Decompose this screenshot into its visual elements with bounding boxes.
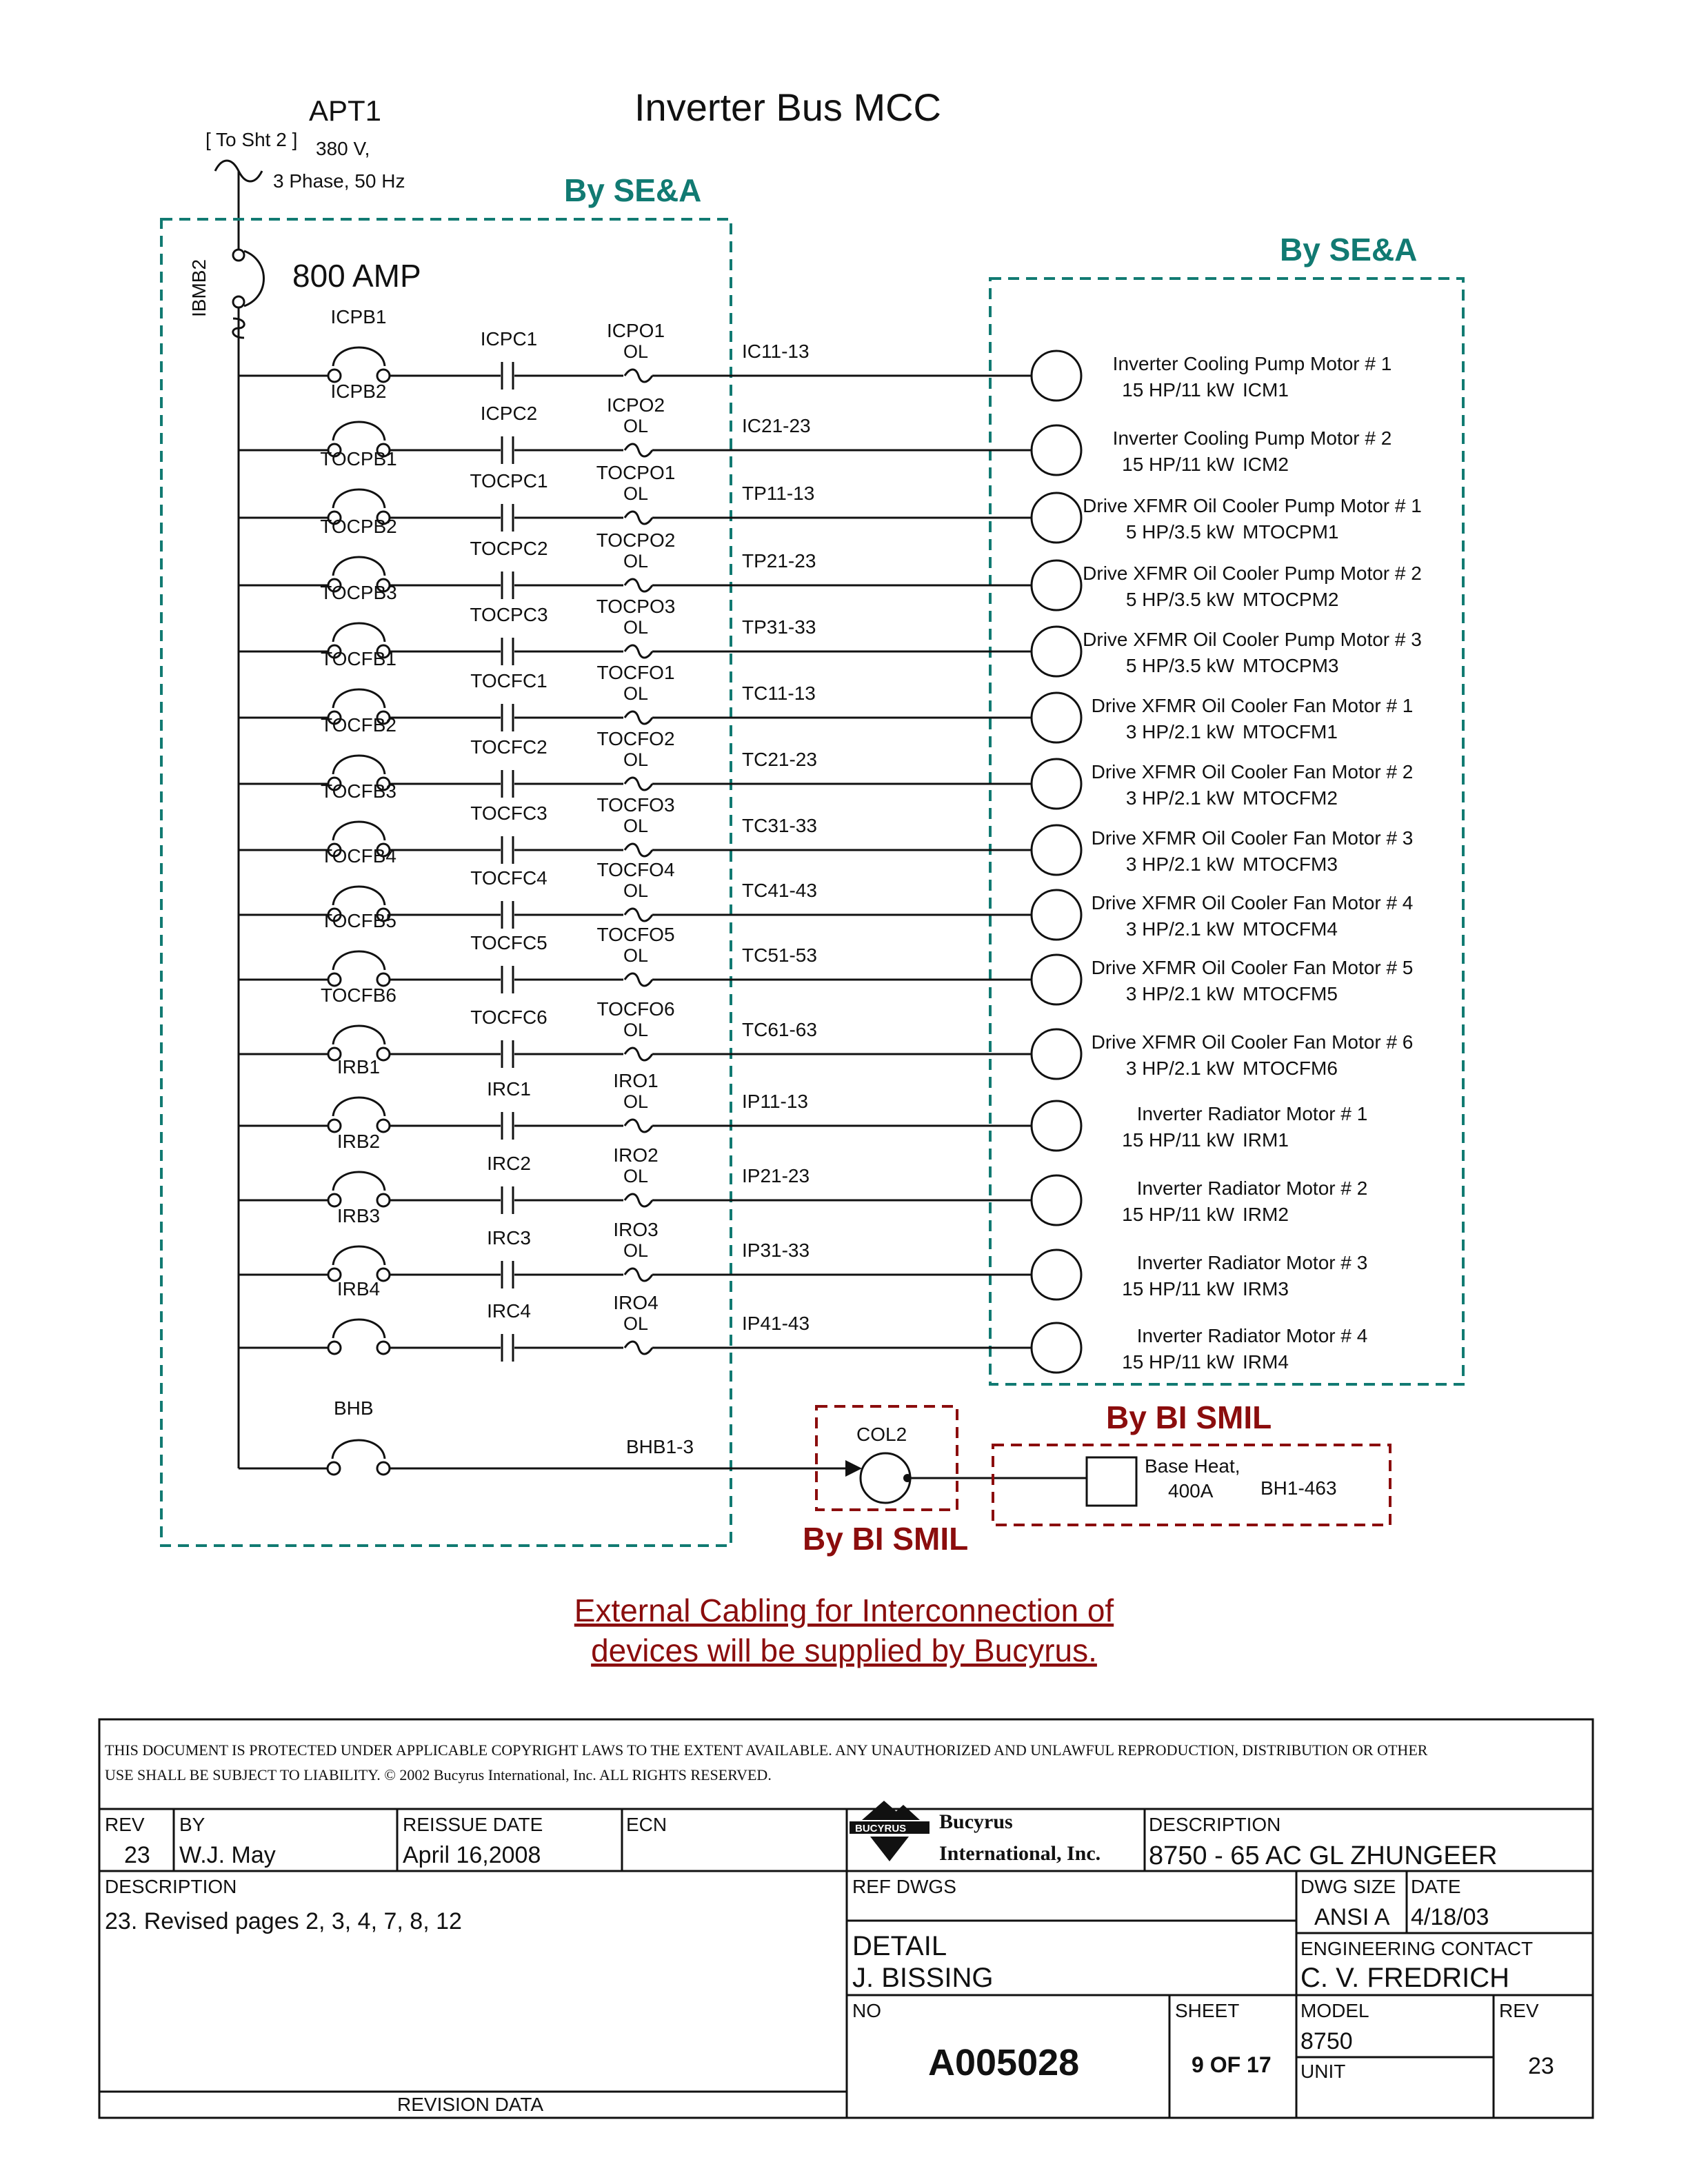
loads-scope-label: By SE&A <box>1280 232 1418 267</box>
overload-symbol <box>625 711 652 724</box>
overload-symbol <box>625 1194 652 1206</box>
rev2-label: REV <box>1499 2000 1539 2021</box>
overload-ol-label: OL <box>623 1313 649 1334</box>
pushbutton-arc <box>333 623 385 642</box>
pushbutton-arc <box>333 347 385 366</box>
cable-label: IP31-33 <box>742 1240 810 1261</box>
pushbutton-label: TOCFB4 <box>321 845 396 867</box>
pushbutton-arc <box>333 1172 385 1191</box>
overload-label: IRO1 <box>613 1070 659 1091</box>
model-label: MODEL <box>1300 2000 1369 2021</box>
overload-label: IRO3 <box>613 1219 659 1240</box>
pushbutton-arc <box>333 822 385 840</box>
motor-tag: MTOCFM1 <box>1243 721 1338 742</box>
motor-tag: ICM1 <box>1243 379 1289 401</box>
motor-symbol <box>1032 825 1081 875</box>
cable-label: IP41-43 <box>742 1313 810 1334</box>
motor-symbol <box>1032 955 1081 1004</box>
cable-label: TC51-53 <box>742 944 817 966</box>
motor-rating: 3 HP/2.1 kW <box>1125 983 1234 1004</box>
pushbutton-label: IRB1 <box>336 1056 381 1078</box>
external-cabling-note-line2: devices will be supplied by Bucyrus. <box>591 1632 1097 1668</box>
copyright-line2: USE SHALL BE SUBJECT TO LIABILITY. © 2002 Bucyrus International, Inc. ALL RIGHTS RESERVED. <box>105 1766 772 1783</box>
cable-label: TC61-63 <box>742 1019 817 1040</box>
reissue-value: April 16,2008 <box>403 1842 541 1868</box>
motor-rating: 15 HP/11 kW <box>1122 454 1234 475</box>
external-cabling-note-line1: External Cabling for Interconnection of <box>574 1593 1114 1628</box>
pushbutton-label: TOCFB2 <box>321 714 396 736</box>
pushbutton-label: TOCFB3 <box>321 780 396 802</box>
overload-symbol <box>625 579 652 592</box>
contactor-label: ICPC2 <box>480 403 538 424</box>
dwg-size-value: ANSI A <box>1314 1904 1390 1930</box>
mcc-scope-label: By SE&A <box>564 172 702 208</box>
contactor-label: TOCPC2 <box>470 538 548 559</box>
motor-symbol <box>1032 1175 1081 1225</box>
cable-label: TC41-43 <box>742 880 817 901</box>
motor-description: Inverter Radiator Motor # 1 <box>1136 1103 1368 1124</box>
motor-description: Drive XFMR Oil Cooler Fan Motor # 6 <box>1091 1031 1414 1053</box>
rev-label: REV <box>105 1814 145 1835</box>
collector-circle <box>861 1453 910 1503</box>
overload-ol-label: OL <box>623 816 649 836</box>
pushbutton-arc <box>333 1320 385 1338</box>
contactor-label: IRC3 <box>487 1227 531 1248</box>
overload-label: TOCFO3 <box>596 794 675 816</box>
overload-ol-label: OL <box>623 1020 649 1040</box>
overload-label: ICPO1 <box>606 320 665 341</box>
contactor-label: TOCFC6 <box>470 1007 547 1028</box>
page-title: Inverter Bus MCC <box>634 85 941 129</box>
contactor-label: TOCFC3 <box>470 802 547 824</box>
overload-label: IRO2 <box>613 1144 659 1166</box>
motor-tag: IRM3 <box>1243 1278 1289 1300</box>
contactor-label: IRC4 <box>487 1300 531 1322</box>
motor-tag: MTOCFM6 <box>1243 1058 1338 1079</box>
rev-description-label: DESCRIPTION <box>105 1876 237 1897</box>
overload-label: TOCFO4 <box>596 859 675 880</box>
contactor-label: TOCFC4 <box>470 867 547 889</box>
overload-symbol <box>625 973 652 986</box>
circuit-rows <box>239 306 1422 1373</box>
motor-rating: 3 HP/2.1 kW <box>1125 1058 1234 1079</box>
pushbutton-arc <box>333 689 385 708</box>
motor-rating: 3 HP/2.1 kW <box>1125 853 1234 875</box>
date-label: DATE <box>1411 1876 1461 1897</box>
to-sheet-ref: [ To Sht 2 ] <box>205 129 298 150</box>
motor-tag: MTOCFM2 <box>1243 787 1338 809</box>
pushbutton-label: ICPB1 <box>330 306 387 327</box>
pushbutton-label: TOCPB3 <box>320 582 397 603</box>
cable-label: TP11-13 <box>742 483 815 504</box>
heater-arrow <box>845 1460 862 1477</box>
motor-rating: 15 HP/11 kW <box>1122 1204 1234 1225</box>
logo-text: BUCYRUS <box>855 1823 907 1834</box>
overload-ol-label: OL <box>623 749 649 770</box>
cable-label: IC11-13 <box>742 341 810 362</box>
by-value: W.J. May <box>179 1842 276 1868</box>
overload-ol-label: OL <box>623 683 649 704</box>
motor-symbol <box>1032 1029 1081 1079</box>
collector-terminal <box>903 1474 912 1482</box>
motor-symbol <box>1032 1323 1081 1373</box>
motor-rating: 15 HP/11 kW <box>1122 1351 1234 1373</box>
overload-symbol <box>625 909 652 921</box>
overload-label: ICPO2 <box>606 394 665 416</box>
motor-tag: MTOCPM2 <box>1243 589 1339 610</box>
motor-description: Drive XFMR Oil Cooler Fan Motor # 2 <box>1091 761 1414 782</box>
motor-description: Inverter Cooling Pump Motor # 1 <box>1112 353 1392 374</box>
pushbutton-arc <box>333 422 385 441</box>
overload-ol-label: OL <box>623 416 649 436</box>
contactor-label: IRC2 <box>487 1153 531 1174</box>
motor-symbol <box>1032 1250 1081 1300</box>
sheet-value: 9 OF 17 <box>1192 2052 1272 2077</box>
overload-symbol <box>625 1342 652 1354</box>
motor-description: Inverter Radiator Motor # 4 <box>1136 1325 1368 1346</box>
motor-description: Drive XFMR Oil Cooler Fan Motor # 1 <box>1091 695 1414 716</box>
overload-ol-label: OL <box>623 551 649 572</box>
motor-symbol <box>1032 693 1081 742</box>
motor-rating: 5 HP/3.5 kW <box>1125 521 1234 543</box>
description-label: DESCRIPTION <box>1149 1814 1281 1835</box>
overload-label: TOCPO2 <box>596 529 676 551</box>
pushbutton-label: IRB4 <box>336 1278 381 1300</box>
cable-label: TP31-33 <box>742 616 816 638</box>
cable-label: IC21-23 <box>742 415 811 436</box>
eng-contact-label: ENGINEERING CONTACT <box>1300 1938 1534 1959</box>
overload-symbol <box>625 645 652 658</box>
cable-label: IP21-23 <box>742 1165 810 1186</box>
contactor-label: IRC1 <box>487 1078 531 1100</box>
motor-description: Drive XFMR Oil Cooler Pump Motor # 1 <box>1083 495 1422 516</box>
company-name-line2: International, Inc. <box>939 1842 1101 1865</box>
contactor-label: TOCFC5 <box>470 932 547 953</box>
motor-description: Drive XFMR Oil Cooler Fan Motor # 3 <box>1091 827 1414 849</box>
motor-rating: 3 HP/2.1 kW <box>1125 787 1234 809</box>
by-label: BY <box>179 1814 205 1835</box>
motor-tag: IRM1 <box>1243 1129 1289 1151</box>
main-breaker-arc <box>244 251 264 306</box>
overload-symbol <box>625 512 652 524</box>
cable-label: TC11-13 <box>742 682 816 704</box>
motor-symbol <box>1032 759 1081 809</box>
overload-ol-label: OL <box>623 880 649 901</box>
model-value: 8750 <box>1300 2028 1353 2054</box>
motor-tag: IRM2 <box>1243 1204 1289 1225</box>
ecn-label: ECN <box>626 1814 667 1835</box>
eng-contact-value: C. V. FREDRICH <box>1300 1963 1510 1993</box>
unit-label: UNIT <box>1300 2061 1346 2082</box>
heater-cable-label: BHB1-3 <box>626 1436 694 1457</box>
heater-pb-arc <box>332 1440 385 1459</box>
date-value: 4/18/03 <box>1411 1904 1489 1930</box>
motor-symbol <box>1032 890 1081 940</box>
rev2-value: 23 <box>1528 2053 1554 2079</box>
motor-description: Drive XFMR Oil Cooler Fan Motor # 5 <box>1091 957 1414 978</box>
motor-description: Drive XFMR Oil Cooler Pump Motor # 3 <box>1083 629 1422 650</box>
motor-tag: IRM4 <box>1243 1351 1289 1373</box>
motor-rating: 3 HP/2.1 kW <box>1125 721 1234 742</box>
overload-symbol <box>625 1120 652 1132</box>
main-breaker-terminal-top <box>233 250 244 261</box>
overload-label: IRO4 <box>613 1292 659 1313</box>
overload-symbol <box>625 778 652 790</box>
collector-label: COL2 <box>856 1424 907 1445</box>
heater-pb-terminal <box>328 1462 340 1475</box>
motor-tag: MTOCPM1 <box>1243 521 1339 543</box>
overload-label: TOCPO3 <box>596 596 676 617</box>
heater-pb-label: BHB <box>334 1397 374 1419</box>
overload-ol-label: OL <box>623 617 649 638</box>
reissue-label: REISSUE DATE <box>403 1814 543 1835</box>
pushbutton-label: IRB3 <box>336 1205 381 1226</box>
drawn-by-value: J. BISSING <box>852 1963 994 1993</box>
motor-symbol <box>1032 425 1081 475</box>
pushbutton-label: TOCFB5 <box>321 910 396 931</box>
motor-description: Inverter Radiator Motor # 2 <box>1136 1177 1368 1199</box>
contactor-label: TOCFC1 <box>470 670 547 691</box>
overload-symbol <box>625 370 652 382</box>
pushbutton-arc <box>333 1098 385 1116</box>
cable-label: IP11-13 <box>742 1091 808 1112</box>
overload-symbol <box>625 844 652 856</box>
overload-ol-label: OL <box>623 1166 649 1186</box>
motor-tag: MTOCFM5 <box>1243 983 1338 1004</box>
motor-description: Inverter Radiator Motor # 3 <box>1136 1252 1368 1273</box>
overload-label: TOCFO1 <box>596 662 675 683</box>
pushbutton-terminal <box>328 1342 341 1354</box>
sheet-label: SHEET <box>1175 2000 1240 2021</box>
motor-rating: 3 HP/2.1 kW <box>1125 918 1234 940</box>
motor-symbol <box>1032 1101 1081 1151</box>
overload-ol-label: OL <box>623 1091 649 1112</box>
contactor-label: ICPC1 <box>480 328 538 350</box>
overload-label: TOCFO6 <box>596 998 675 1020</box>
drawing-no-label: NO <box>852 2000 881 2021</box>
motor-description: Drive XFMR Oil Cooler Fan Motor # 4 <box>1091 892 1414 913</box>
overload-label: TOCFO2 <box>596 728 675 749</box>
base-heat-rating: 400A <box>1168 1480 1214 1502</box>
pushbutton-label: TOCPB2 <box>320 516 397 537</box>
cable-label: TP21-23 <box>742 550 816 572</box>
overload-label: TOCPO1 <box>596 462 676 483</box>
collector-scope-label: By BI SMIL <box>803 1521 969 1557</box>
detail-label: DETAIL <box>852 1931 947 1961</box>
overload-ol-label: OL <box>623 945 649 966</box>
pushbutton-label: TOCFB6 <box>321 984 396 1006</box>
motor-tag: MTOCFM4 <box>1243 918 1338 940</box>
pushbutton-arc <box>333 1246 385 1265</box>
motor-tag: MTOCFM3 <box>1243 853 1338 875</box>
motor-rating: 5 HP/3.5 kW <box>1125 655 1234 676</box>
motor-symbol <box>1032 560 1081 610</box>
motor-symbol <box>1032 351 1081 401</box>
overload-ol-label: OL <box>623 1240 649 1261</box>
motor-tag: MTOCPM3 <box>1243 655 1339 676</box>
motor-rating: 5 HP/3.5 kW <box>1125 589 1234 610</box>
motor-tag: ICM2 <box>1243 454 1289 475</box>
description-value: 8750 - 65 AC GL ZHUNGEER <box>1149 1841 1498 1870</box>
rev-value: 23 <box>124 1842 150 1868</box>
motor-rating: 15 HP/11 kW <box>1122 379 1234 401</box>
overload-ol-label: OL <box>623 483 649 504</box>
ref-dwgs-label: REF DWGS <box>852 1876 956 1897</box>
base-heat-scope-label: By BI SMIL <box>1106 1399 1272 1435</box>
revision-data-label: REVISION DATA <box>397 2094 544 2115</box>
base-heat-tag: BH1-463 <box>1260 1477 1337 1499</box>
overload-label: TOCFO5 <box>596 924 675 945</box>
contactor-label: TOCPC1 <box>470 470 548 492</box>
cable-label: TC31-33 <box>742 815 817 836</box>
bus-label: IBMB2 <box>188 259 210 317</box>
pushbutton-arc <box>333 489 385 508</box>
pushbutton-arc <box>333 1026 385 1044</box>
copyright-line1: THIS DOCUMENT IS PROTECTED UNDER APPLICABLE COPYRIGHT LAWS TO THE EXTENT AVAILABLE. ANY UNAUTHORIZED AND UNLAWFUL REPRODUCTION, DISTRIBUTION OR OTHER <box>105 1741 1428 1759</box>
motor-symbol <box>1032 627 1081 676</box>
main-breaker-terminal-bottom <box>233 296 244 307</box>
overload-ol-label: OL <box>623 341 649 362</box>
pushbutton-arc <box>333 951 385 970</box>
motor-rating: 15 HP/11 kW <box>1122 1278 1234 1300</box>
contactor-label: TOCPC3 <box>470 604 548 625</box>
source-phase: 3 Phase, 50 Hz <box>273 170 405 192</box>
pushbutton-label: ICPB2 <box>330 381 387 402</box>
overload-symbol <box>625 1048 652 1060</box>
pushbutton-arc <box>333 756 385 774</box>
overload-symbol <box>625 1268 652 1281</box>
base-heat-desc: Base Heat, <box>1145 1455 1240 1477</box>
drawing-no-value: A005028 <box>928 2042 1080 2083</box>
source-label: APT1 <box>309 94 382 127</box>
cable-label: TC21-23 <box>742 749 817 770</box>
pushbutton-label: TOCFB1 <box>321 648 396 669</box>
base-heat-element <box>1087 1457 1136 1506</box>
overload-symbol <box>625 444 652 456</box>
pushbutton-label: IRB2 <box>336 1131 381 1152</box>
company-name-line1: Bucyrus <box>939 1810 1013 1833</box>
contactor-label: TOCFC2 <box>470 736 547 758</box>
motor-rating: 15 HP/11 kW <box>1122 1129 1234 1151</box>
dwg-size-label: DWG SIZE <box>1300 1876 1396 1897</box>
main-breaker-rating: 800 AMP <box>292 258 421 294</box>
heater-circuit <box>239 1397 1390 1557</box>
pushbutton-label: TOCPB1 <box>320 448 397 469</box>
motor-description: Drive XFMR Oil Cooler Pump Motor # 2 <box>1083 563 1422 584</box>
pushbutton-terminal <box>377 1342 390 1354</box>
rev-description-value: 23. Revised pages 2, 3, 4, 7, 8, 12 <box>105 1908 462 1934</box>
motor-description: Inverter Cooling Pump Motor # 2 <box>1112 427 1392 449</box>
source-voltage: 380 V, <box>316 138 370 159</box>
motor-symbol <box>1032 493 1081 543</box>
heater-pb-terminal <box>377 1462 390 1475</box>
pushbutton-arc <box>333 557 385 576</box>
pushbutton-arc <box>333 887 385 905</box>
